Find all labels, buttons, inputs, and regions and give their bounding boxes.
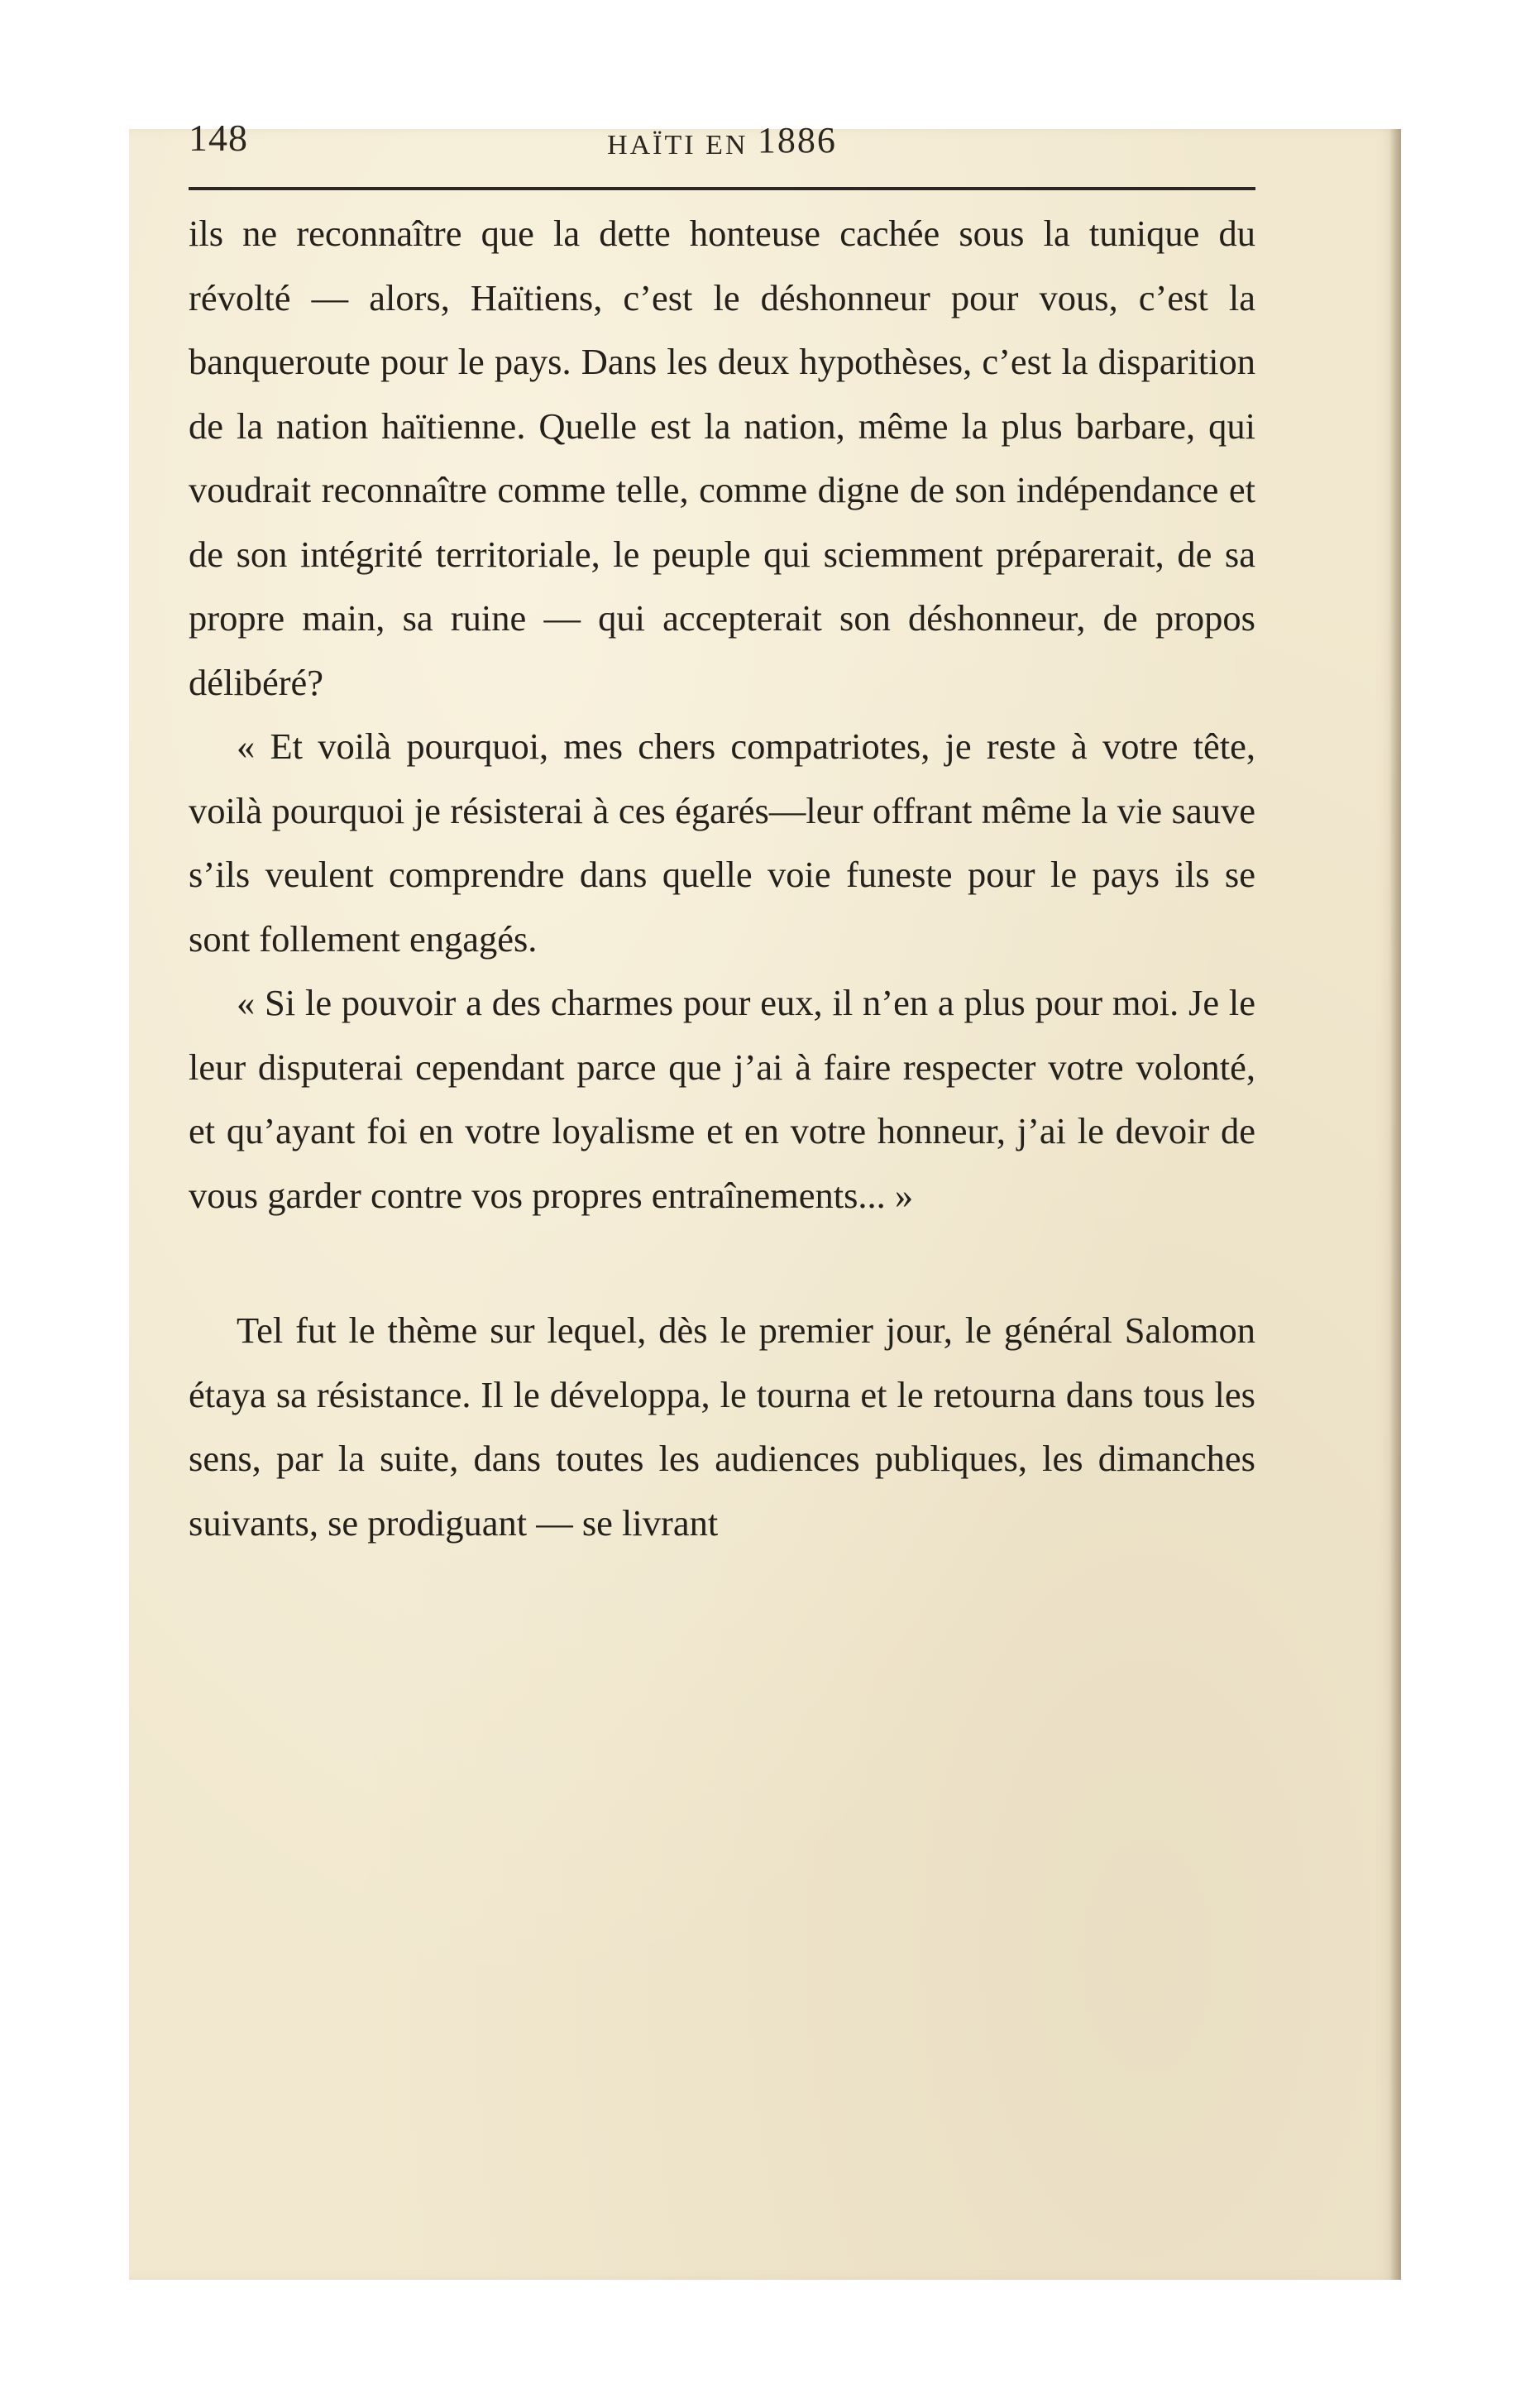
header-rule: [189, 187, 1255, 190]
page-number: 148: [189, 117, 248, 159]
paragraph-2: « Et voilà pourquoi, mes chers compatriotes, je reste à votre tête, voilà pourquoi je résisterai à ces égarés—leur offrant même la vie sauve s’ils veulent comprendre dans quelle voie funeste pour le pays ils se sont follement engagés.: [189, 725, 1255, 960]
running-title: [189, 121, 1255, 163]
section-gap: [189, 1228, 1255, 1299]
paragraph-3: « Si le pouvoir a des charmes pour eux, il n’en a plus pour moi. Je le leur disputerai cependant parce que j’ai à faire respecter votre volonté, et qu’ayant foi en votre loyalisme et en votre honneur, j’ai le devoir de vous garder contre vos propres entraînements... »: [189, 982, 1255, 1216]
page-edge-shadow: [1389, 129, 1401, 2280]
running-header: [189, 116, 1255, 182]
paragraph-1: ils ne reconnaître que la dette honteuse cachée sous la tunique du révolté — alors, Haïtiens, c’est le déshonneur pour vous, c’est la banqueroute pour le pays. Dans les deux hypothèses, c’est la disparition de la nation haïtienne. Quelle est la nation, même la plus barbare, qui voudrait reconnaître comme telle, comme digne de son indépendance et de son intégrité territoriale, le peuple qui sciemment préparerait, de sa propre main, sa ruine — qui accepterait son déshonneur, de propos délibéré?: [189, 213, 1255, 703]
body-text: [189, 202, 1255, 1555]
running-title-year: 1886: [757, 120, 837, 160]
running-title-text: HAÏTI EN: [607, 130, 748, 160]
paragraph-4: Tel fut le thème sur lequel, dès le premier jour, le général Salomon étaya sa résistance. Il le développa, le tourna et le retourna dans tous les sens, par la suite, dans toutes les audiences publiques, les dimanches suivants, se prodiguant — se livrant: [189, 1309, 1255, 1544]
